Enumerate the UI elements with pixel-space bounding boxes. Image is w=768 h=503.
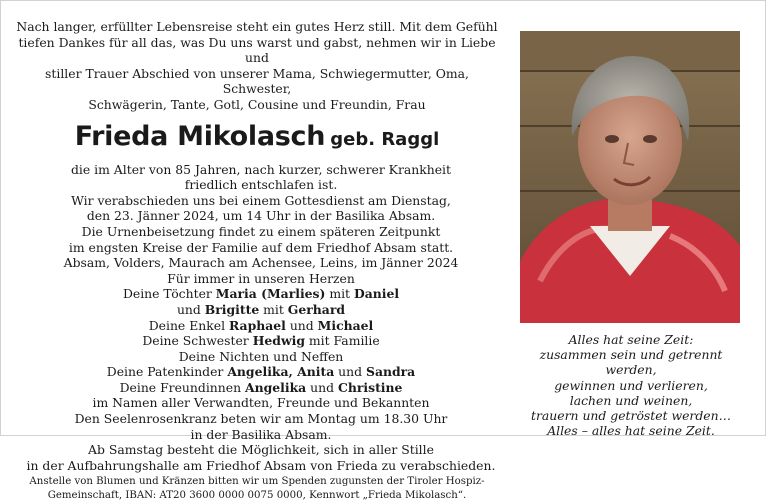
notice-line: die im Alter von 85 Jahren, nach kurzer, schwerer Krankheit xyxy=(70,161,451,177)
notice-line: Die Urnenbeisetzung findet zu einem späteren Zeitpunkt xyxy=(81,223,441,239)
verse-line: zusammen sein und getrennt werden, xyxy=(539,347,723,378)
notice-line: in der Basilika Absam. xyxy=(190,426,332,442)
notice-line: Ab Samstag besteht die Möglichkeit, sich in aller Stille xyxy=(88,442,434,458)
notice-line: im engsten Kreise der Familie auf dem Friedhof Absam statt. xyxy=(68,239,454,255)
notice-line: Deine Nichten und Neffen xyxy=(178,348,344,364)
notice-line: Deine Enkel Raphael und Michael xyxy=(148,317,374,333)
verse-line: Alles hat seine Zeit: xyxy=(568,332,694,347)
portrait-image xyxy=(520,31,740,323)
deceased-name-heading xyxy=(15,117,499,160)
highlighted-name: Angelika, Anita xyxy=(227,364,335,380)
highlighted-name: Michael xyxy=(317,317,374,333)
portrait-photo xyxy=(520,31,740,323)
highlighted-name: Christine xyxy=(337,379,403,395)
notice-line: Deine Patenkinder Angelika, Anita und Sandra xyxy=(106,364,416,380)
notice-line: im Namen aller Verwandten, Freunde und Bekannten xyxy=(92,395,430,411)
donation-note xyxy=(15,475,499,502)
notice-line: Deine Töchter Maria (Marlies) mit Daniel xyxy=(122,286,400,302)
intro-paragraph xyxy=(15,19,499,113)
notice-line: in der Aufbahrungshalle am Friedhof Absam von Frieda zu verabschieden. xyxy=(26,457,496,473)
notice-line: Deine Schwester Hedwig mit Familie xyxy=(142,333,380,349)
intro-line: tiefen Dankes für all das, was Du uns warst und gabst, nehmen wir in Liebe und xyxy=(18,34,496,66)
notice-line: Den Seelenrosenkranz beten wir am Montag um 18.30 Uhr xyxy=(74,411,448,427)
highlighted-name: Hedwig xyxy=(252,333,305,349)
intro-line: Schwägerin, Tante, Gotl, Cousine und Freundin, Frau xyxy=(88,96,426,112)
highlighted-name: Maria (Marlies) xyxy=(215,286,326,302)
notice-line: und Brigitte mit Gerhard xyxy=(176,301,346,317)
donation-note-line: Gemeinschaft, IBAN: AT20 3600 0000 0075 0000, Kennwort „Frieda Mikolasch“. xyxy=(47,490,467,502)
highlighted-name: Daniel xyxy=(353,286,400,302)
highlighted-name: Angelika xyxy=(245,379,307,395)
notice-line: friedlich entschlafen ist. xyxy=(184,177,338,193)
notice-line: Für immer in unseren Herzen xyxy=(167,270,355,286)
highlighted-name: Sandra xyxy=(366,364,416,380)
donation-note-line: Anstelle von Blumen und Kränzen bitten wir um Spenden zugunsten der Tiroler Hospiz- xyxy=(29,476,485,488)
notice-text-column xyxy=(15,19,499,503)
highlighted-name: Brigitte xyxy=(204,301,260,317)
notice-line: den 23. Jänner 2024, um 14 Uhr in der Basilika Absam. xyxy=(86,208,436,224)
verse-line: Alles – alles hat seine Zeit. xyxy=(547,423,715,439)
notice-line: Wir verabschieden uns bei einem Gottesdienst am Dienstag, xyxy=(71,192,451,208)
notice-body xyxy=(23,162,499,474)
intro-line: Nach langer, erfüllter Lebensreise steht ein gutes Herz still. Mit dem Gefühl xyxy=(16,19,498,34)
intro-line: stiller Trauer Abschied von unserer Mama, Schwiegermutter, Oma, Schwester, xyxy=(45,65,469,97)
highlighted-name: Raphael xyxy=(228,317,286,333)
notice-line: Deine Freundinnen Angelika und Christine xyxy=(119,379,403,395)
birth-name: geb. Raggl xyxy=(330,128,440,150)
verse-line: lachen und weinen, xyxy=(569,392,693,408)
highlighted-name: Gerhard xyxy=(287,301,346,317)
verse-quote xyxy=(515,332,747,438)
verse-line: trauern und getröstet werden… xyxy=(531,408,731,424)
deceased-name: Frieda Mikolasch xyxy=(74,120,326,152)
verse-line: gewinnen und verlieren, xyxy=(554,377,708,393)
notice-line: Absam, Volders, Maurach am Achensee, Leins, im Jänner 2024 xyxy=(63,255,459,271)
